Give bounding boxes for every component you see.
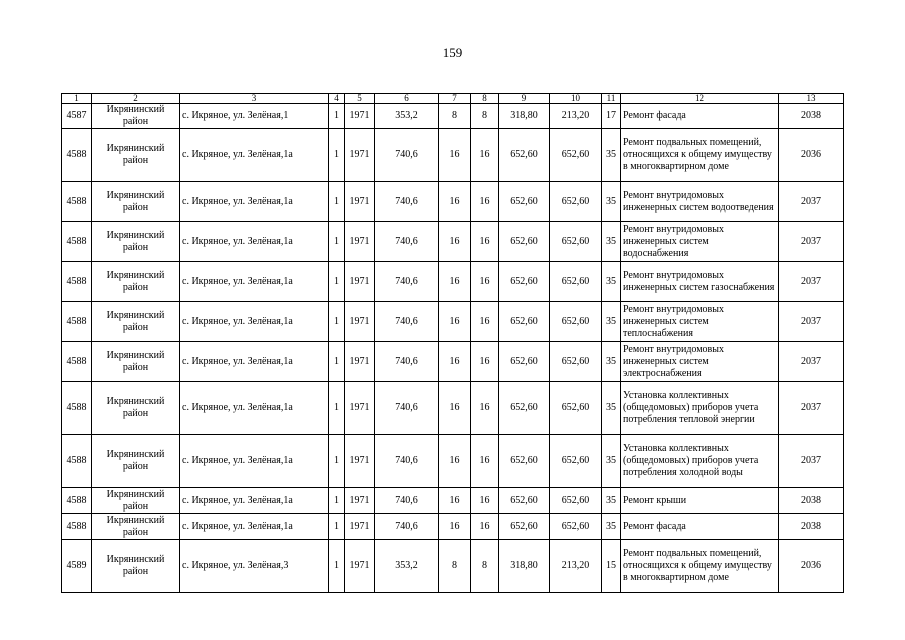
build-year: 1971 xyxy=(345,222,375,262)
cell-col11: 35 xyxy=(602,182,621,222)
cell-col9: 652,60 xyxy=(499,302,550,342)
district: Икрянинский район xyxy=(92,342,180,382)
cell-col10: 652,60 xyxy=(550,382,602,435)
cell-col8: 16 xyxy=(471,182,499,222)
cell-col6: 740,6 xyxy=(375,129,439,182)
cell-col11: 35 xyxy=(602,514,621,540)
table-row xyxy=(62,182,844,222)
repair-work: Ремонт крыши xyxy=(621,488,779,514)
cell-col6: 740,6 xyxy=(375,222,439,262)
cell-col9: 652,60 xyxy=(499,514,550,540)
repair-work: Ремонт внутридомовых инженерных систем теплоснабжения xyxy=(621,302,779,342)
district: Икрянинский район xyxy=(92,129,180,182)
cell-col4: 1 xyxy=(329,262,345,302)
column-number: 10 xyxy=(550,94,602,104)
cell-col11: 15 xyxy=(602,540,621,593)
column-number: 11 xyxy=(602,94,621,104)
build-year: 1971 xyxy=(345,302,375,342)
table-row xyxy=(62,382,844,435)
cell-col8: 8 xyxy=(471,104,499,129)
cell-col8: 16 xyxy=(471,382,499,435)
column-number: 5 xyxy=(345,94,375,104)
cell-col10: 652,60 xyxy=(550,129,602,182)
cell-col4: 1 xyxy=(329,129,345,182)
district: Икрянинский район xyxy=(92,435,180,488)
repair-work: Ремонт подвальных помещений, относящихся к общему имуществу в многоквартирном доме xyxy=(621,540,779,593)
cell-col8: 16 xyxy=(471,129,499,182)
column-number: 4 xyxy=(329,94,345,104)
cell-col10: 213,20 xyxy=(550,540,602,593)
cell-col8: 16 xyxy=(471,222,499,262)
planned-period: 2037 xyxy=(779,382,844,435)
planned-period: 2037 xyxy=(779,302,844,342)
district: Икрянинский район xyxy=(92,382,180,435)
cell-col7: 16 xyxy=(439,435,471,488)
district: Икрянинский район xyxy=(92,104,180,129)
row-number: 4588 xyxy=(62,262,92,302)
row-number: 4588 xyxy=(62,382,92,435)
planned-period: 2037 xyxy=(779,342,844,382)
table-row xyxy=(62,222,844,262)
build-year: 1971 xyxy=(345,540,375,593)
cell-col11: 17 xyxy=(602,104,621,129)
column-number: 13 xyxy=(779,94,844,104)
cell-col7: 16 xyxy=(439,182,471,222)
row-number: 4588 xyxy=(62,342,92,382)
row-number: 4588 xyxy=(62,435,92,488)
table-row xyxy=(62,262,844,302)
cell-col9: 318,80 xyxy=(499,104,550,129)
address: с. Икряное, ул. Зелёная,1а xyxy=(180,382,329,435)
cell-col6: 740,6 xyxy=(375,514,439,540)
planned-period: 2038 xyxy=(779,488,844,514)
address: с. Икряное, ул. Зелёная,1а xyxy=(180,342,329,382)
cell-col9: 652,60 xyxy=(499,182,550,222)
district: Икрянинский район xyxy=(92,540,180,593)
cell-col10: 652,60 xyxy=(550,222,602,262)
table-row xyxy=(62,104,844,129)
address: с. Икряное, ул. Зелёная,1а xyxy=(180,222,329,262)
planned-period: 2038 xyxy=(779,514,844,540)
district: Икрянинский район xyxy=(92,514,180,540)
address: с. Икряное, ул. Зелёная,1а xyxy=(180,262,329,302)
district: Икрянинский район xyxy=(92,488,180,514)
cell-col7: 8 xyxy=(439,104,471,129)
repair-work: Ремонт внутридомовых инженерных систем водоотведения xyxy=(621,182,779,222)
district: Икрянинский район xyxy=(92,302,180,342)
table-row xyxy=(62,488,844,514)
cell-col4: 1 xyxy=(329,302,345,342)
cell-col11: 35 xyxy=(602,382,621,435)
row-number: 4588 xyxy=(62,129,92,182)
cell-col8: 16 xyxy=(471,302,499,342)
repair-work: Ремонт подвальных помещений, относящихся к общему имуществу в многоквартирном доме xyxy=(621,129,779,182)
column-number: 2 xyxy=(92,94,180,104)
cell-col7: 16 xyxy=(439,262,471,302)
table-row xyxy=(62,435,844,488)
cell-col11: 35 xyxy=(602,435,621,488)
cell-col6: 353,2 xyxy=(375,104,439,129)
table-row xyxy=(62,342,844,382)
cell-col7: 16 xyxy=(439,382,471,435)
cell-col7: 16 xyxy=(439,342,471,382)
cell-col9: 652,60 xyxy=(499,435,550,488)
build-year: 1971 xyxy=(345,129,375,182)
district: Икрянинский район xyxy=(92,182,180,222)
cell-col4: 1 xyxy=(329,382,345,435)
row-number: 4588 xyxy=(62,514,92,540)
cell-col7: 8 xyxy=(439,540,471,593)
column-number: 1 xyxy=(62,94,92,104)
cell-col4: 1 xyxy=(329,182,345,222)
cell-col7: 16 xyxy=(439,488,471,514)
row-number: 4587 xyxy=(62,104,92,129)
column-number: 8 xyxy=(471,94,499,104)
column-number: 3 xyxy=(180,94,329,104)
cell-col9: 652,60 xyxy=(499,262,550,302)
build-year: 1971 xyxy=(345,514,375,540)
cell-col6: 740,6 xyxy=(375,488,439,514)
cell-col6: 740,6 xyxy=(375,182,439,222)
cell-col9: 652,60 xyxy=(499,488,550,514)
cell-col9: 652,60 xyxy=(499,342,550,382)
cell-col10: 652,60 xyxy=(550,488,602,514)
cell-col6: 740,6 xyxy=(375,435,439,488)
build-year: 1971 xyxy=(345,182,375,222)
planned-period: 2037 xyxy=(779,435,844,488)
planned-period: 2036 xyxy=(779,129,844,182)
cell-col4: 1 xyxy=(329,342,345,382)
address: с. Икряное, ул. Зелёная,1а xyxy=(180,514,329,540)
cell-col4: 1 xyxy=(329,435,345,488)
cell-col4: 1 xyxy=(329,488,345,514)
cell-col10: 652,60 xyxy=(550,342,602,382)
row-number: 4588 xyxy=(62,488,92,514)
column-number: 7 xyxy=(439,94,471,104)
build-year: 1971 xyxy=(345,488,375,514)
repair-work: Ремонт внутридомовых инженерных систем водоснабжения xyxy=(621,222,779,262)
cell-col11: 35 xyxy=(602,129,621,182)
build-year: 1971 xyxy=(345,262,375,302)
district: Икрянинский район xyxy=(92,262,180,302)
cell-col6: 740,6 xyxy=(375,262,439,302)
cell-col10: 652,60 xyxy=(550,262,602,302)
cell-col9: 652,60 xyxy=(499,129,550,182)
planned-period: 2037 xyxy=(779,182,844,222)
address: с. Икряное, ул. Зелёная,1а xyxy=(180,302,329,342)
cell-col6: 740,6 xyxy=(375,382,439,435)
cell-col9: 318,80 xyxy=(499,540,550,593)
cell-col7: 16 xyxy=(439,129,471,182)
cell-col11: 35 xyxy=(602,302,621,342)
address: с. Икряное, ул. Зелёная,1а xyxy=(180,488,329,514)
cell-col6: 353,2 xyxy=(375,540,439,593)
district: Икрянинский район xyxy=(92,222,180,262)
page-number: 159 xyxy=(442,45,463,60)
cell-col8: 16 xyxy=(471,342,499,382)
column-number-row xyxy=(62,94,844,104)
cell-col9: 652,60 xyxy=(499,382,550,435)
planned-period: 2037 xyxy=(779,222,844,262)
column-number: 9 xyxy=(499,94,550,104)
cell-col11: 35 xyxy=(602,342,621,382)
build-year: 1971 xyxy=(345,435,375,488)
repair-work: Установка коллективных (общедомовых) приборов учета потребления холодной воды xyxy=(621,435,779,488)
repair-work: Ремонт внутридомовых инженерных систем электроснабжения xyxy=(621,342,779,382)
repair-work: Установка коллективных (общедомовых) приборов учета потребления тепловой энергии xyxy=(621,382,779,435)
build-year: 1971 xyxy=(345,104,375,129)
row-number: 4589 xyxy=(62,540,92,593)
address: с. Икряное, ул. Зелёная,1а xyxy=(180,182,329,222)
cell-col10: 652,60 xyxy=(550,435,602,488)
cell-col4: 1 xyxy=(329,514,345,540)
repair-work: Ремонт внутридомовых инженерных систем газоснабжения xyxy=(621,262,779,302)
row-number: 4588 xyxy=(62,222,92,262)
table-row xyxy=(62,129,844,182)
planned-period: 2038 xyxy=(779,104,844,129)
row-number: 4588 xyxy=(62,302,92,342)
row-number: 4588 xyxy=(62,182,92,222)
repair-work: Ремонт фасада xyxy=(621,514,779,540)
address: с. Икряное, ул. Зелёная,1а xyxy=(180,129,329,182)
address: с. Икряное, ул. Зелёная,1а xyxy=(180,435,329,488)
table-row xyxy=(62,540,844,593)
column-number: 12 xyxy=(621,94,779,104)
cell-col8: 16 xyxy=(471,514,499,540)
cell-col8: 8 xyxy=(471,540,499,593)
cell-col4: 1 xyxy=(329,222,345,262)
cell-col4: 1 xyxy=(329,104,345,129)
repair-work: Ремонт фасада xyxy=(621,104,779,129)
column-number: 6 xyxy=(375,94,439,104)
planned-period: 2037 xyxy=(779,262,844,302)
cell-col6: 740,6 xyxy=(375,302,439,342)
build-year: 1971 xyxy=(345,382,375,435)
cell-col11: 35 xyxy=(602,222,621,262)
address: с. Икряное, ул. Зелёная,3 xyxy=(180,540,329,593)
cell-col11: 35 xyxy=(602,262,621,302)
table-row xyxy=(62,302,844,342)
cell-col10: 652,60 xyxy=(550,514,602,540)
build-year: 1971 xyxy=(345,342,375,382)
cell-col7: 16 xyxy=(439,222,471,262)
cell-col7: 16 xyxy=(439,514,471,540)
address: с. Икряное, ул. Зелёная,1 xyxy=(180,104,329,129)
cell-col10: 213,20 xyxy=(550,104,602,129)
cell-col11: 35 xyxy=(602,488,621,514)
cell-col8: 16 xyxy=(471,262,499,302)
capital-repair-table xyxy=(61,93,844,593)
cell-col9: 652,60 xyxy=(499,222,550,262)
planned-period: 2036 xyxy=(779,540,844,593)
cell-col4: 1 xyxy=(329,540,345,593)
cell-col6: 740,6 xyxy=(375,342,439,382)
cell-col8: 16 xyxy=(471,488,499,514)
cell-col8: 16 xyxy=(471,435,499,488)
cell-col7: 16 xyxy=(439,302,471,342)
cell-col10: 652,60 xyxy=(550,302,602,342)
cell-col10: 652,60 xyxy=(550,182,602,222)
table-row xyxy=(62,514,844,540)
